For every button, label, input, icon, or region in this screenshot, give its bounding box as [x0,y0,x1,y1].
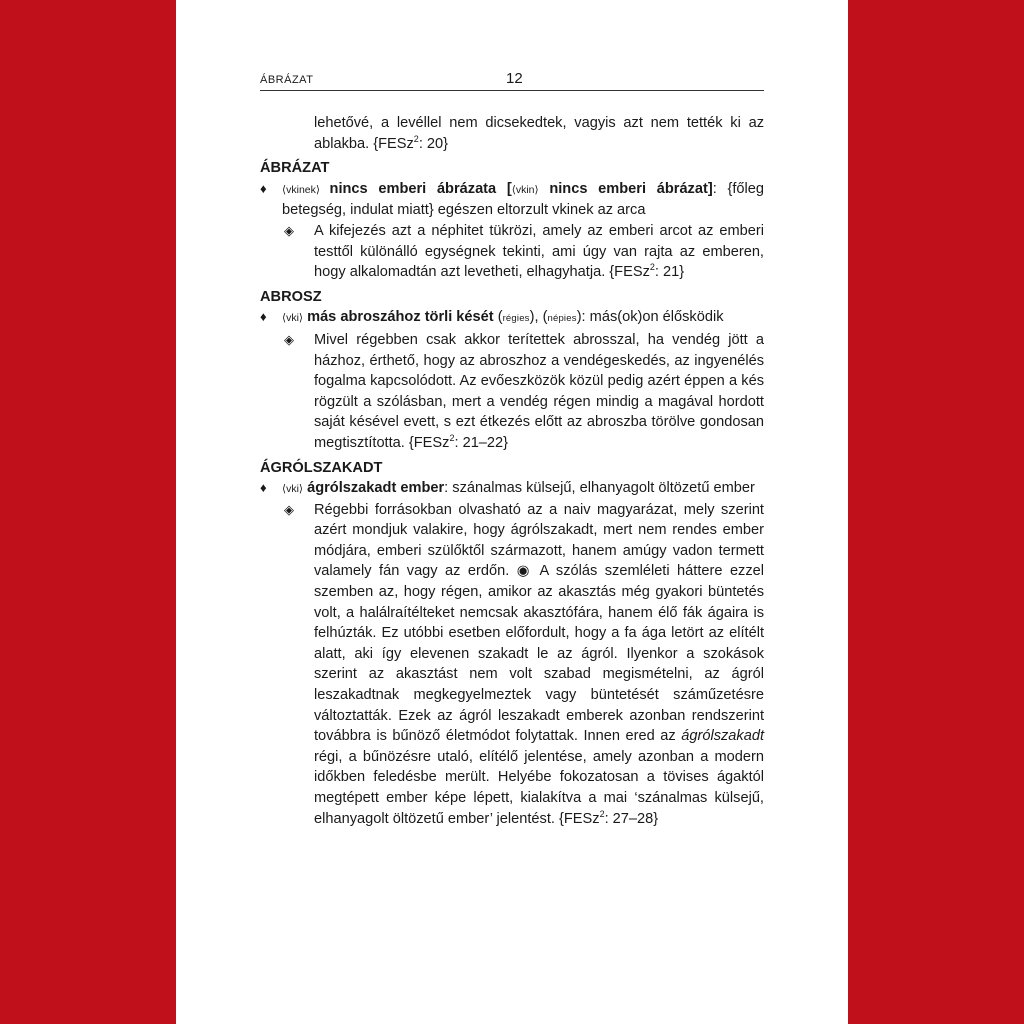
headword-agrolszakadt: ÁGRÓLSZAKADT [260,459,383,476]
page-number: 12 [506,70,523,87]
note-italic-term: ágrólszakadt [681,728,764,745]
sense-abrosz: ♦ ⟨vki⟩ más abroszához törli kését (régies), (népies): más(ok)on élősködik [260,307,764,330]
reference-tail: : 27–28} [604,810,659,827]
note-text-part2: A szólás szemléleti háttere ezzel szemben az, hogy régen, amikor az akasztás még gyakori büntetés volt, a halálraítélteket nemcsak akasztófára, hanem élő fák ágaira is felhúzták. Ez utóbbi esetben előfordult, hogy a fa ága letört az elítélt alatt, aki így elevenen szakadt le az ágról. Ilyenkor a szokások szerint az akasztást nem volt szabad megismételni, az ágról leszakadtnak megkegyelmeztek vagy büntetését száműzetésre változtatták. Ezek az ágról leszakadt emberek azonban rendszerint továbbra is bűnöző életmódot folytattak. Innen ered az [314,563,765,745]
usage-label-regies: régies [502,313,530,325]
reference-superscript: 2 [449,433,455,444]
reference-tail: : 21–22} [454,434,509,451]
note-abrosz [260,330,764,454]
note-diamond-icon: ◈ [284,501,294,517]
note-text: Mivel régebben csak akkor terítettek abrosszal, ha vendég jött a házhoz, érthető, hogy az abroszhoz a vendégeskedés, az ingyenélés fogalma kapcsolódott. Az evőeszközök közül pedig azért éppen a kés rögzült a szólásban, mert a vendég régen mindig a magával hordott saját késével evett, s ezt étkezés előtt az abroszba törölve gondosan megtisztította. {FESz [314,331,764,451]
sense-phrase: más abroszához törli kését [307,309,494,326]
note-agrolszakadt [260,500,764,830]
sense-subject: vkinek [286,183,316,196]
sense-subject: ⟨vki⟩ [282,312,304,325]
note-diamond-icon: ◈ [284,222,294,238]
continued-note [260,113,764,154]
reference-superscript: 2 [599,808,605,819]
definition-colon: : [712,180,728,197]
running-title: ÁBRÁZAT [260,74,314,86]
usage-label-nepies: népies [547,313,577,325]
variant-subject: ⟨vkin⟩ [511,183,539,196]
sense-definition: szánalmas külsejű, elhanyagolt öltözetű ember [452,480,755,497]
variant-phrase: nincs emberi ábrázat] [538,180,713,197]
diamond-bullet-icon: ♦ [260,180,267,196]
headword-abrazat: ÁBRÁZAT [260,160,330,177]
reference-superscript: 2 [649,262,655,273]
sense-subject-close: ⟩ [315,183,330,196]
sense-abrazat [260,179,764,221]
reference-superscript: 2 [413,133,419,144]
headword-abrosz: ABROSZ [260,288,322,305]
reference-tail: : 20} [418,135,449,152]
diamond-bullet-icon: ♦ [260,309,267,325]
continued-note-text: lehetővé, a levéllel nem dicsekedtek, vagyis azt nem tették ki az ablakba. {FESz [314,115,764,152]
circle-bullet-icon: ◉ [516,563,533,580]
running-header [260,70,764,91]
diamond-bullet-icon: ♦ [260,480,267,496]
note-text: A kifejezés azt a néphitet tükrözi, amely az emberi arcot az emberi testtől különálló egységnek tekinti, ami úgy van rajta az emberen, hogy alkalomadtán azt levetheti, elhagyhatja. {FESz [314,222,764,281]
sense-subject: ⟨vki⟩ [282,483,304,496]
note-diamond-icon: ◈ [284,331,294,347]
sense-definition: más(ok)on élősködik [589,309,724,326]
variant-open: [ [496,180,512,197]
reference-tail: : 21} [654,264,685,281]
note-text-part3: régi, a bűnözésre utaló, elítélő jelentése, amely azonban a modern időkben feledésbe merült. Helyébe fokozatosan a tövises ágaktól megtépett ember képe lépett, kialakítva a mai ‘szánalmas külsejű, elhanyagolt öltözetű ember’ jelentést. {FESz [314,748,764,827]
note-text-part1: Régebbi forrásokban olvasható az a naiv magyarázat, mely szerint azért mondjuk valakire, hogy ágrólszakadt, mert nem rendes ember módjára, emberi szülőktől származott, hanem amúgy vadon termett valamely fán vagy az erdőn. [314,501,764,580]
note-abrazat [260,221,764,283]
sense-definition: {főleg betegség, indulat miatt} egészen eltorzult vkinek az arca [282,180,764,219]
dictionary-page [176,0,848,1024]
sense-subject-open: ⟨ [282,183,287,196]
sense-phrase: nincs emberi ábrázata [329,180,497,197]
sense-agrolszakadt: ♦ ⟨vki⟩ ágrólszakadt ember: szánalmas külsejű, elhanyagolt öltözetű ember [260,478,764,500]
sense-phrase: ágrólszakadt ember [307,480,445,497]
page-content [260,113,764,829]
